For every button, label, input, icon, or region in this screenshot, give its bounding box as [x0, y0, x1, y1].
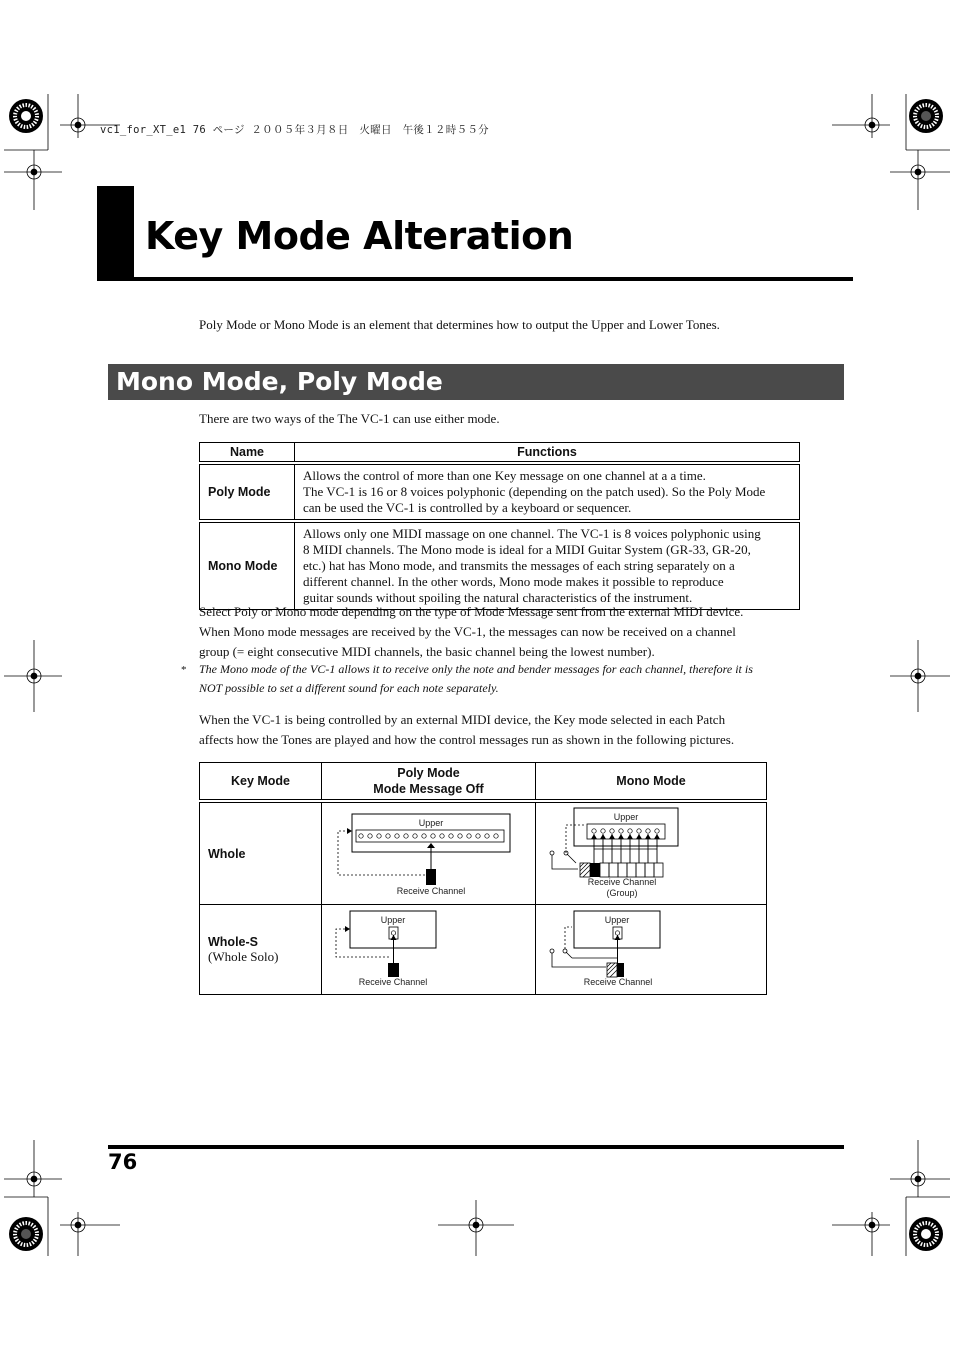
table-header-row: [200, 763, 767, 800]
receive-channel-label: Receive Channel: [396, 886, 466, 896]
function-line: guitar sounds without spoiling the natural characteristics of the instrument.: [303, 590, 693, 605]
key-mode-table: [199, 762, 767, 995]
paragraph-mono-messages: [199, 622, 736, 661]
paragraph-line: When the VC-1 is being controlled by an external MIDI device, the Key mode selected in each Patch: [199, 712, 726, 727]
upper-label: Upper: [418, 818, 444, 828]
title-rule: [97, 277, 853, 281]
diagram-cell-poly-whole-s: [322, 905, 536, 995]
col-header-poly-mode: [322, 763, 536, 800]
poly-whole-diagram: [322, 803, 534, 899]
section-heading: Mono Mode, Poly Mode: [116, 367, 443, 396]
col-header-key-mode: Key Mode: [200, 763, 322, 800]
paragraph-control: [199, 710, 734, 749]
diagram-cell-poly-whole: [322, 803, 536, 905]
mono-whole-s-diagram: [536, 905, 766, 989]
diagram-cell-mono-whole-s: [536, 905, 767, 995]
col-header-functions: Functions: [295, 443, 800, 462]
upper-label: Upper: [613, 812, 639, 822]
header-line: Mode Message Off: [373, 782, 484, 796]
receive-channel-label: Receive Channel: [358, 977, 428, 987]
paragraph-select-mode: Select Poly or Mono mode depending on the type of Mode Message sent from the external MIDI device.: [199, 604, 744, 619]
function-line: 8 MIDI channels. The Mono mode is ideal for a MIDI Guitar System (GR-33, GR-20,: [303, 542, 751, 557]
page-title: Key Mode Alteration: [145, 214, 574, 258]
row-name: Mono Mode: [200, 523, 295, 610]
row-name-text: Whole-S: [208, 934, 258, 949]
col-header-mono-mode: Mono Mode: [536, 763, 767, 800]
row-function: [295, 465, 800, 520]
row-name: Poly Mode: [200, 465, 295, 520]
page-number: 76: [108, 1150, 138, 1174]
row-name: [200, 905, 322, 995]
col-header-name: Name: [200, 443, 295, 462]
group-label: (Group): [606, 888, 638, 898]
table-row: [200, 803, 767, 905]
table-row: [200, 465, 800, 520]
function-line: The VC-1 is 16 or 8 voices polyphonic (depending on the patch used). So the Poly Mode: [303, 484, 766, 499]
function-line: can be used the VC-1 is controlled by a keyboard or sequencer.: [303, 500, 632, 515]
intro-paragraph: Poly Mode or Mono Mode is an element that determines how to output the Upper and Lower Tones.: [199, 317, 720, 332]
note-line: NOT possible to set a different sound for each note separately.: [199, 681, 499, 695]
note-text: [199, 660, 753, 698]
footer-rule: [108, 1145, 844, 1149]
row-name-sub: (Whole Solo): [208, 948, 279, 964]
paragraph-line: group (= eight consecutive MIDI channels, the basic channel being the lowest number).: [199, 643, 655, 659]
table-header-row: [200, 443, 800, 462]
function-line: Allows the control of more than one Key message on one channel at a a time.: [303, 468, 706, 483]
diagram-cell-mono-whole: [536, 803, 767, 905]
function-line: Allows only one MIDI massage on one channel. The VC-1 is 8 voices polyphonic using: [303, 526, 761, 541]
table-row: [200, 523, 800, 610]
upper-label: Upper: [604, 915, 630, 925]
row-name: Whole: [200, 803, 322, 905]
receive-channel-label: Receive Channel: [587, 877, 657, 887]
row-function: [295, 523, 800, 610]
function-line: different channel. In the other words, Mono mode makes it possible to reproduce: [303, 574, 724, 589]
title-accent-bar: [97, 186, 134, 281]
paragraph-line: affects how the Tones are played and how the control messages run as shown in the following pictures.: [199, 731, 735, 747]
note-mark: *: [181, 664, 187, 676]
paragraph-line: When Mono mode messages are received by the VC-1, the messages can now be received on a channel: [199, 624, 736, 639]
upper-label: Upper: [380, 915, 406, 925]
print-header-line: vc1_for_XT_e1 76 ページ ２００５年３月８日 火曜日 午後１２時５５分: [100, 124, 489, 136]
mono-whole-diagram: [536, 803, 766, 899]
table-row: [200, 905, 767, 995]
functions-table: [199, 442, 800, 610]
header-line: Poly Mode: [397, 766, 460, 780]
section-intro: There are two ways of the The VC-1 can use either mode.: [199, 411, 500, 426]
poly-whole-s-diagram: [322, 905, 534, 989]
function-line: etc.) hat has Mono mode, and transmits the messages of each string separately on a: [303, 558, 735, 573]
note-line: The Mono mode of the VC-1 allows it to receive only the note and bender messages for each channel, therefore it is: [199, 662, 753, 676]
receive-channel-label: Receive Channel: [583, 977, 653, 987]
